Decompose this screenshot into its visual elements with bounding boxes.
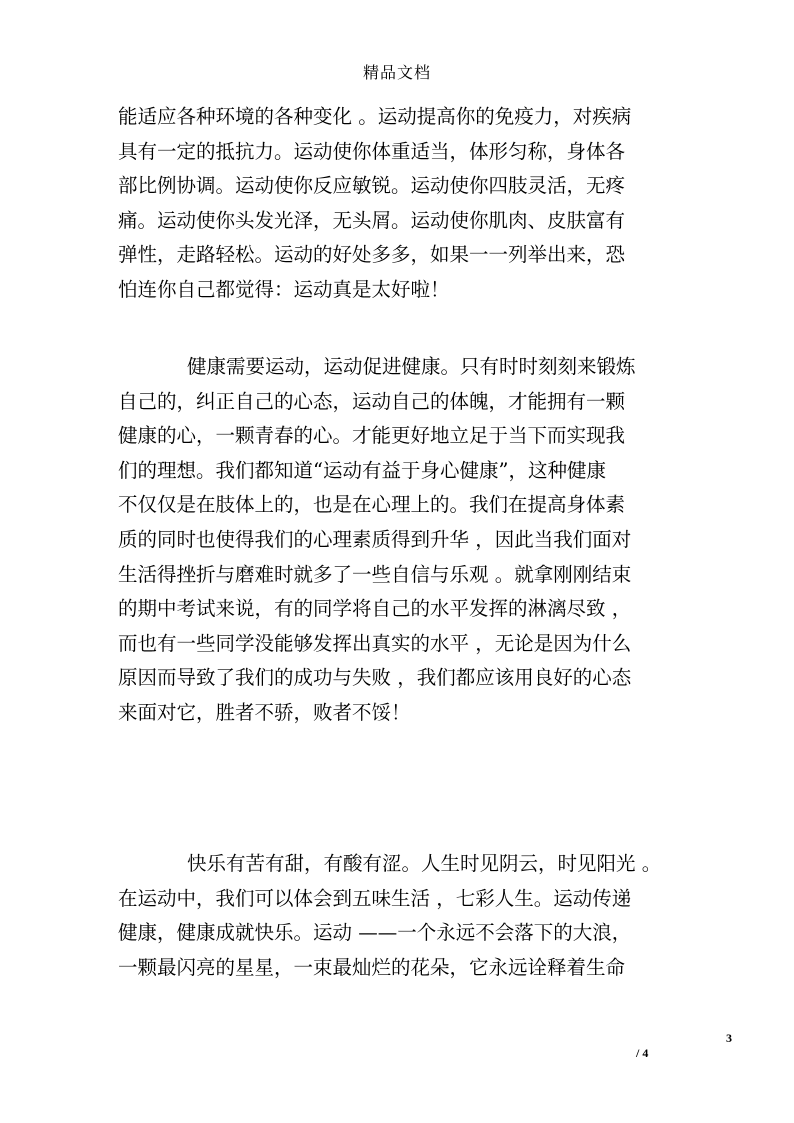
text-line: 不仅仅是在肢体上的，也是在心理上的。我们在提高身体素 [118, 493, 626, 517]
page-total: / 4 [636, 1046, 649, 1060]
text-line: 生活得挫折与磨难时就多了一些自信与乐观 。就拿刚刚结束 [118, 562, 632, 586]
document-header-title: 精品文档 [362, 63, 431, 82]
text-line: 而也有一些同学没能够发挥出真实的水平 ，无论是因为什么 [118, 631, 632, 655]
text-line: 一颗最闪亮的星星，一束最灿烂的花朵，它永远诠释着生命 [118, 955, 626, 979]
paragraph-3 [118, 847, 678, 985]
text-line: 们的理想。我们都知道“运动有益于身心健康”，这种健康 [118, 458, 606, 482]
text-line: 质的同时也使得我们的心理素质得到升华 ，因此当我们面对 [118, 527, 632, 551]
text-line: 怕连你自己都觉得：运动真是太好啦！ [118, 277, 450, 301]
paragraph-1 [118, 100, 678, 308]
text-line: 快乐有苦有甜，有酸有涩。人生时见阴云，时见阳光 。 [187, 852, 662, 875]
text-line: 原因而导致了我们的成功与失败 ，我们都应该用良好的心态 [118, 666, 632, 690]
text-line: 来面对它，胜者不骄，败者不馁！ [118, 700, 411, 724]
text-line: 在运动中，我们可以体会到五味生活 ，七彩人生。运动传递 [118, 886, 632, 910]
text-line: 自己的，纠正自己的心态，运动自己的体魄，才能拥有一颗 [118, 389, 626, 413]
text-line: 的期中考试来说，有的同学将自己的水平发挥的淋漓尽致 ， [118, 597, 632, 621]
text-line: 弹性，走路轻松。运动的好处多多，如果一一列举出来，恐 [118, 243, 626, 267]
text-line: 痛。运动使你头发光泽，无头屑。运动使你肌肉、皮肤富有 [118, 208, 626, 232]
page-number: 3 [726, 1031, 732, 1045]
paragraph-2 [118, 350, 678, 731]
text-line: 健康需要运动，运动促进健康。只有时时刻刻来锻炼 [187, 355, 636, 378]
text-line: 健康，健康成就快乐。运动 ——一个永远不会落下的大浪， [118, 921, 632, 945]
text-line: 能适应各种环境的各种变化 。运动提高你的免疫力，对疾病 [118, 105, 632, 128]
text-line: 具有一定的抵抗力。运动使你体重适当，体形匀称，身体各 [118, 139, 626, 163]
text-line: 健康的心，一颗青春的心。才能更好地立足于当下而实现我 [118, 424, 626, 448]
text-line: 部比例协调。运动使你反应敏锐。运动使你四肢灵活，无疼 [118, 174, 626, 198]
